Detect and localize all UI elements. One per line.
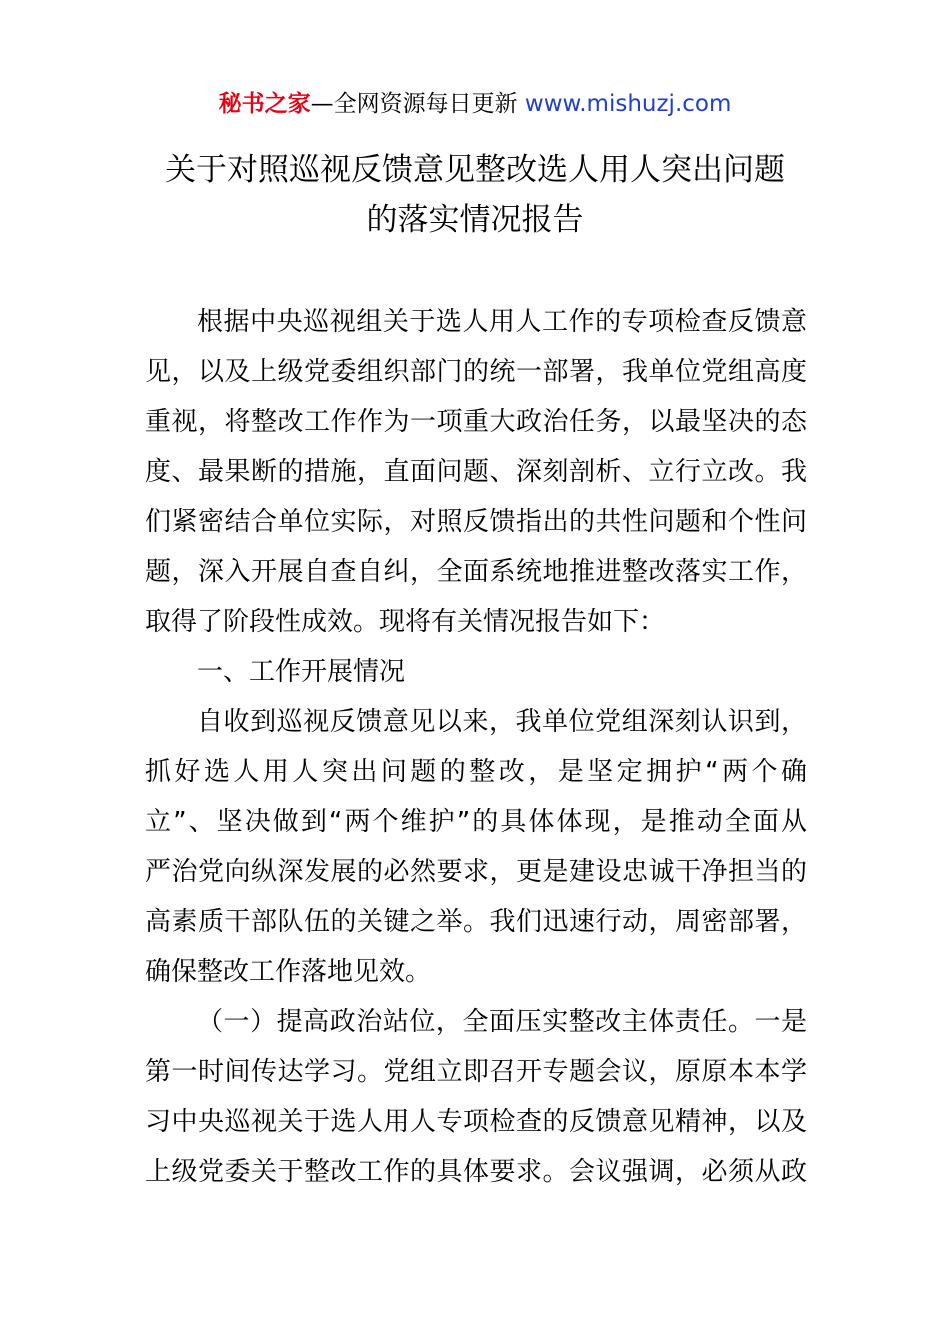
body-line: 见，以及上级党委组织部门的统一部署，我单位党组高度 bbox=[145, 357, 807, 387]
body-line: 第一时间传达学习。党组立即召开专题会议，原原本本学 bbox=[145, 1057, 807, 1087]
body-line: 习中央巡视关于选人用人专项检查的反馈意见精神，以及 bbox=[145, 1107, 807, 1137]
body-line: 确保整改工作落地见效。 bbox=[145, 957, 432, 987]
body-line: 抓好选人用人突出问题的整改，是坚定拥护“两个确 bbox=[145, 757, 807, 787]
document-title-line-1: 关于对照巡视反馈意见整改选人用人突出问题 bbox=[165, 152, 785, 188]
body-line: 严治党向纵深发展的必然要求，更是建设忠诚干净担当的 bbox=[145, 857, 807, 887]
body-line: 立”、坚决做到“两个维护”的具体体现，是推动全面从 bbox=[145, 807, 807, 837]
body-line: 重视，将整改工作作为一项重大政治任务，以最坚决的态 bbox=[145, 407, 807, 437]
body-line: （一）提高政治站位，全面压实整改主体责任。一是 bbox=[197, 1007, 807, 1037]
site-url[interactable]: www.mishuzj.com bbox=[524, 91, 732, 117]
brand-name: 秘书之家 bbox=[218, 91, 311, 117]
body-line: 取得了阶段性成效。现将有关情况报告如下： bbox=[145, 607, 666, 637]
body-line: 度、最果断的措施，直面问题、深刻剖析、立行立改。我 bbox=[145, 457, 807, 487]
body-line: 高素质干部队伍的关键之举。我们迅速行动，周密部署， bbox=[145, 907, 807, 937]
body-line: 题，深入开展自查自纠，全面系统地推进整改落实工作， bbox=[145, 557, 807, 587]
document-title-line-2: 的落实情况报告 bbox=[366, 202, 584, 238]
section-heading: 一、工作开展情况 bbox=[197, 657, 406, 687]
body-line: 上级党委关于整改工作的具体要求。会议强调，必须从政 bbox=[145, 1157, 807, 1187]
document-body bbox=[145, 297, 807, 1197]
site-header bbox=[0, 88, 950, 120]
header-tagline: —全网资源每日更新 bbox=[310, 91, 525, 117]
body-line: 根据中央巡视组关于选人用人工作的专项检查反馈意 bbox=[197, 307, 807, 337]
body-line: 们紧密结合单位实际，对照反馈指出的共性问题和个性问 bbox=[145, 507, 807, 537]
body-line: 自收到巡视反馈意见以来，我单位党组深刻认识到， bbox=[197, 707, 807, 737]
